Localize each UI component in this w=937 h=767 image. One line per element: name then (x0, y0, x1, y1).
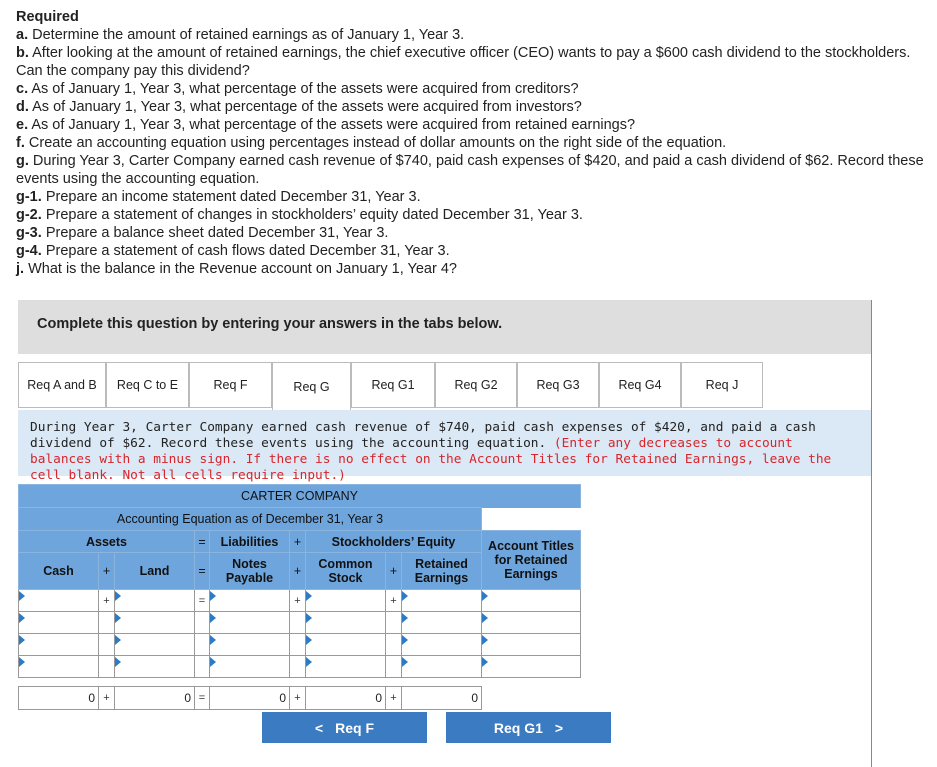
land-total: 0 (115, 687, 195, 710)
tab-req-g1[interactable]: Req G1 (351, 362, 435, 408)
retained-earnings-input[interactable] (402, 612, 482, 634)
chevron-right-icon: > (554, 719, 564, 736)
accounting-equation-table (18, 484, 581, 710)
notes-payable-input[interactable] (210, 590, 290, 612)
land-input[interactable] (115, 656, 195, 678)
equals-sign: = (195, 687, 210, 710)
prev-button-label: Req F (335, 719, 375, 736)
common-stock-input[interactable] (306, 590, 386, 612)
cash-input[interactable] (19, 612, 99, 634)
retained-earnings-input[interactable] (402, 590, 482, 612)
req-item-g: g. During Year 3, Carter Company earned cash revenue of $740, paid cash expenses of $420, and paid a cash dividend of $62. Record these events using the accounting equation. (16, 153, 924, 187)
land-header: Land (115, 553, 195, 590)
equals-sign: = (195, 531, 210, 553)
cash-header: Cash (19, 553, 99, 590)
tab-req-c-to-e[interactable]: Req C to E (106, 362, 189, 408)
next-button[interactable] (446, 712, 611, 743)
tab-req-j[interactable]: Req J (681, 362, 763, 408)
tab-req-a-and-b[interactable]: Req A and B (18, 362, 106, 408)
equals-sign: = (195, 553, 210, 590)
common-stock-header: Common Stock (306, 553, 386, 590)
equation-title: Accounting Equation as of December 31, Year 3 (19, 508, 482, 531)
req-item-g2: g-2. Prepare a statement of changes in stockholders’ equity dated December 31, Year 3. (16, 207, 583, 223)
plus-sign: + (290, 531, 306, 553)
req-item-g1: g-1. Prepare an income statement dated December 31, Year 3. (16, 189, 421, 205)
plus-sign: + (290, 687, 306, 710)
req-item-j: j. What is the balance in the Revenue account on January 1, Year 4? (16, 261, 457, 277)
cash-total: 0 (19, 687, 99, 710)
next-button-label: Req G1 (493, 719, 543, 736)
retained-earnings-total: 0 (402, 687, 482, 710)
notes-payable-header: Notes Payable (210, 553, 290, 590)
plus-sign: + (290, 590, 306, 612)
account-titles-header: Account Titles for Retained Earnings (482, 531, 581, 590)
tab-req-g2[interactable]: Req G2 (435, 362, 517, 408)
req-item-e: e. As of January 1, Year 3, what percentage of the assets were acquired from retained earnings? (16, 117, 636, 133)
cash-input[interactable] (19, 634, 99, 656)
plus-sign: + (99, 590, 115, 612)
equals-sign: = (195, 590, 210, 612)
common-stock-total: 0 (306, 687, 386, 710)
cash-input[interactable] (19, 656, 99, 678)
tab-req-g3[interactable]: Req G3 (517, 362, 599, 408)
company-name: CARTER COMPANY (19, 485, 581, 508)
req-item-g4: g-4. Prepare a statement of cash flows dated December 31, Year 3. (16, 243, 450, 259)
plus-sign: + (99, 553, 115, 590)
req-item-g3: g-3. Prepare a balance sheet dated December 31, Year 3. (16, 225, 389, 241)
req-item-b: b. After looking at the amount of retained earnings, the chief executive officer (CEO) wants to pay a $600 cash dividend to the stockholders. Can the company pay this dividend? (16, 45, 911, 79)
requirements-heading: Required (16, 9, 79, 25)
instructions-note: (Enter any decreases to account balances with a minus sign. If there is no effect on the Account Titles for Retained Earnings, leave the cell blank. Not all cells require input.) (30, 436, 832, 483)
common-stock-input[interactable] (306, 634, 386, 656)
notes-payable-input[interactable] (210, 656, 290, 678)
requirements (16, 8, 926, 278)
notes-payable-input[interactable] (210, 634, 290, 656)
tab-req-g4[interactable]: Req G4 (599, 362, 681, 408)
tab-req-g[interactable]: Req G (272, 362, 351, 410)
retained-earnings-input[interactable] (402, 634, 482, 656)
plus-sign: + (386, 553, 402, 590)
retained-earnings-input[interactable] (402, 656, 482, 678)
account-title-select[interactable] (482, 634, 581, 656)
plus-sign: + (99, 687, 115, 710)
common-stock-input[interactable] (306, 656, 386, 678)
plus-sign: + (290, 553, 306, 590)
liabilities-header: Liabilities (210, 531, 290, 553)
instructions-text: During Year 3, Carter Company earned cash revenue of $740, paid cash expenses of $420, and paid a cash dividend of $62. Record these events using the accounting equation. (30, 420, 816, 451)
req-item-a: a. Determine the amount of retained earnings as of January 1, Year 3. (16, 27, 465, 43)
tab-req-f[interactable]: Req F (189, 362, 272, 408)
land-input[interactable] (115, 634, 195, 656)
chevron-left-icon: < (314, 719, 324, 736)
cash-input[interactable] (19, 590, 99, 612)
assets-header: Assets (19, 531, 195, 553)
land-input[interactable] (115, 590, 195, 612)
account-title-select[interactable] (482, 590, 581, 612)
plus-sign: + (386, 590, 402, 612)
req-item-f: f. Create an accounting equation using percentages instead of dollar amounts on the right side of the equation. (16, 135, 727, 151)
question-instructions (18, 410, 871, 483)
equity-header: Stockholders’ Equity (306, 531, 482, 553)
common-stock-input[interactable] (306, 612, 386, 634)
notes-payable-total: 0 (210, 687, 290, 710)
plus-sign: + (386, 687, 402, 710)
account-title-select[interactable] (482, 612, 581, 634)
notes-payable-input[interactable] (210, 612, 290, 634)
banner-text: Complete this question by entering your answers in the tabs below. (37, 316, 503, 332)
instruction-banner (18, 300, 871, 354)
question-panel (18, 300, 872, 767)
land-input[interactable] (115, 612, 195, 634)
req-item-c: c. As of January 1, Year 3, what percentage of the assets were acquired from creditors? (16, 81, 579, 97)
account-title-select[interactable] (482, 656, 581, 678)
retained-earnings-header: Retained Earnings (402, 553, 482, 590)
req-item-d: d. As of January 1, Year 3, what percentage of the assets were acquired from investors? (16, 99, 582, 115)
prev-button[interactable] (262, 712, 427, 743)
